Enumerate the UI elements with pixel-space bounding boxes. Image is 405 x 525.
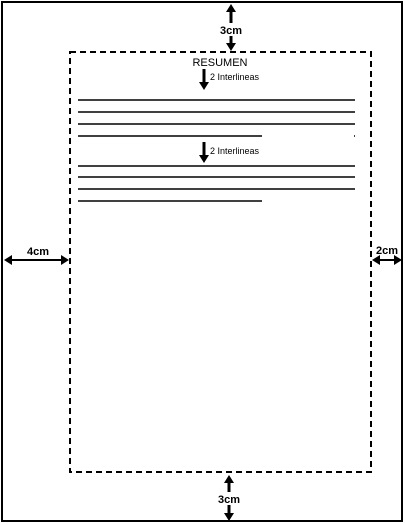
spacing-label-2: 2 Interlineas xyxy=(210,146,260,156)
top-margin-label: 3cm xyxy=(219,25,243,37)
down-arrow-icon xyxy=(199,69,209,90)
down-arrow-icon xyxy=(199,142,209,163)
page-title: RESUMEN xyxy=(192,57,248,69)
left-margin-label: 4cm xyxy=(26,246,50,258)
spacing-label-1: 2 Interlineas xyxy=(210,72,260,82)
right-margin-label: 2cm xyxy=(375,245,399,257)
bottom-margin-label: 3cm xyxy=(217,494,241,506)
paragraph-2 xyxy=(78,166,355,201)
paragraph-1 xyxy=(78,100,355,136)
margin-box xyxy=(70,52,371,472)
